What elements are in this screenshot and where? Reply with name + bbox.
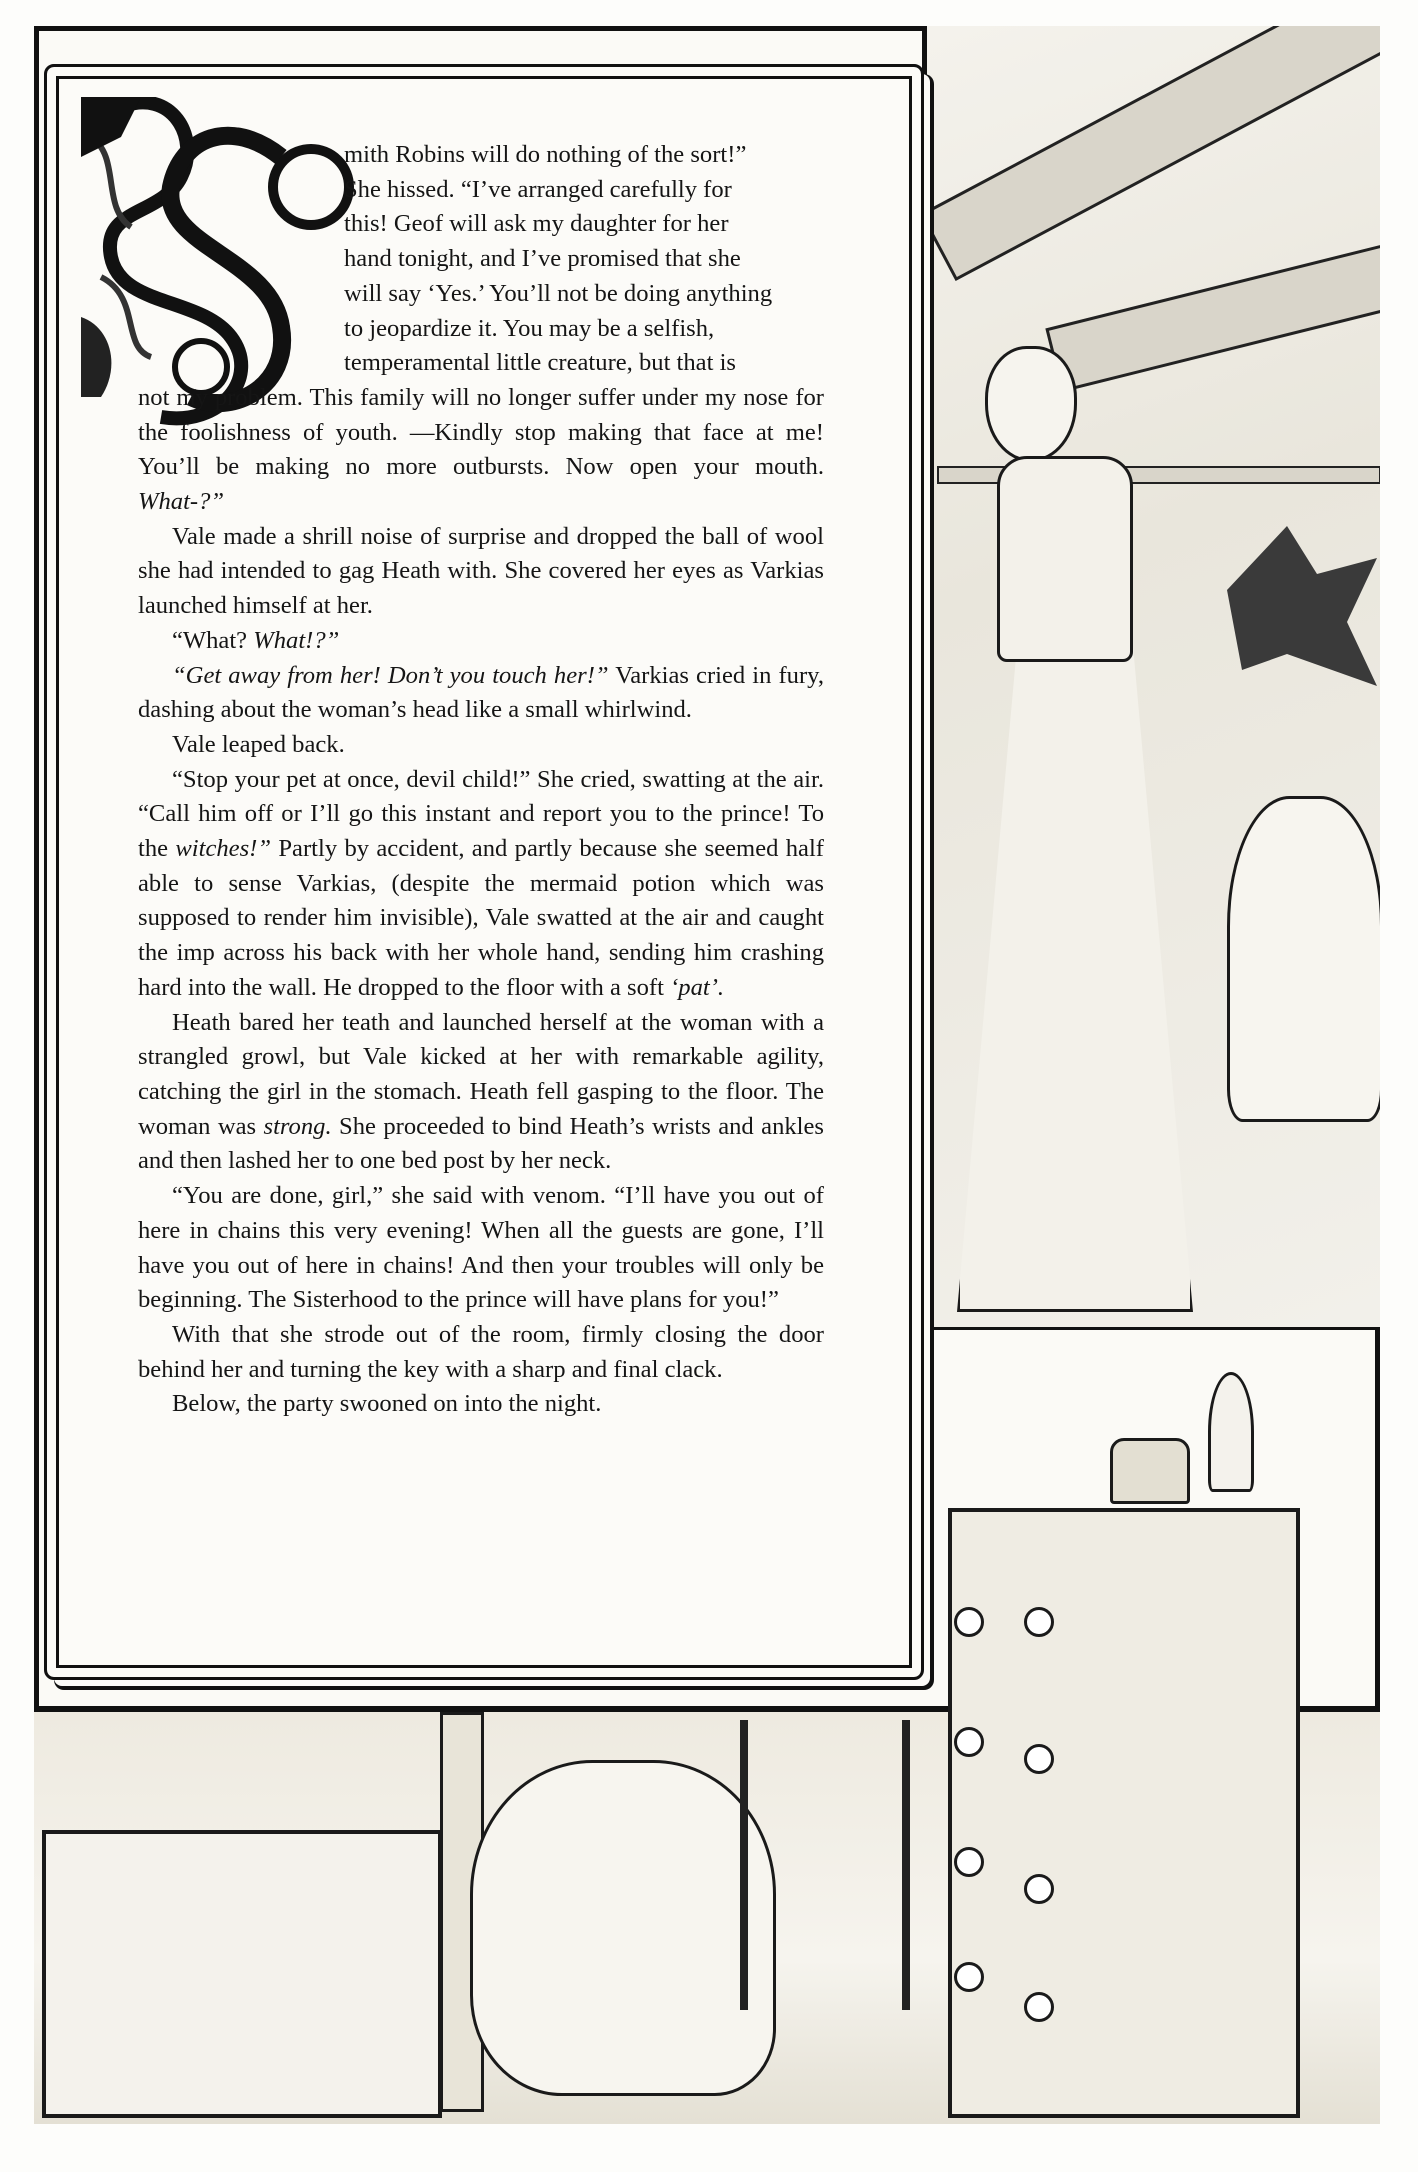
woman-head xyxy=(985,346,1077,462)
drawer-knob xyxy=(954,1847,984,1877)
rafter-beam xyxy=(922,26,1380,281)
story-text-span: She proceeded to bind Heath’s wrists and ankles and then lashed her to one bed post by her neck. xyxy=(138,1112,824,1175)
story-text xyxy=(138,138,824,1422)
story-line: this! Geof will ask my daughter for her xyxy=(344,210,729,238)
illustration-panel-woman-and-girl xyxy=(922,26,1380,1330)
drawer-knob xyxy=(954,1727,984,1757)
chair xyxy=(740,1720,910,2010)
story-paragraph xyxy=(138,763,824,1006)
story-line: mith Robins will do nothing of the sort!” xyxy=(344,141,747,168)
story-text-span: “What? xyxy=(172,626,248,654)
rafter-beam xyxy=(1045,225,1380,392)
story-paragraph: Vale leaped back. xyxy=(172,730,345,758)
story-line: She hissed. “I’ve arranged carefully for xyxy=(344,175,732,203)
story-italic-span: “Get away from her! Don’t you touch her!” xyxy=(172,661,609,689)
story-paragraph xyxy=(138,381,824,520)
drawer-knob xyxy=(954,1607,984,1637)
story-italic-span: What-?” xyxy=(138,488,225,516)
story-italic-span: ‘pat’. xyxy=(670,973,725,1001)
bound-girl-heath xyxy=(470,1760,776,2096)
story-line: to jeopardize it. You may be a selfish, xyxy=(344,314,715,342)
hand-mirror xyxy=(1208,1372,1254,1492)
story-text-span: Varkias cried in fury, dashing about the woman’s head like a small whirlwind. xyxy=(138,661,824,724)
story-paragraph xyxy=(138,1006,824,1180)
story-line: hand tonight, and I’ve promised that she xyxy=(344,245,741,273)
story-paragraph: With that she strode out of the room, firmly closing the door behind her and turning the key with a sharp and final clack. xyxy=(138,1320,824,1383)
imp-varkias xyxy=(1227,526,1377,686)
drawer-knob xyxy=(1024,1607,1054,1637)
story-paragraph: Vale made a shrill noise of surprise and dropped the ball of wool she had intended to gag Heath with. She covered her eyes as Varkias launched himself at her. xyxy=(138,522,824,620)
story-italic-span: What!?” xyxy=(253,626,340,654)
story-italic-span: strong. xyxy=(263,1112,332,1140)
drawer-knob xyxy=(1024,1874,1054,1904)
story-paragraph: “You are done, girl,” she said with venom. “I’ll have you out of here in chains this very evening! When all the guests are gone, I’ll have you out of here in chains! And then your troubles will only be beginning. The Sisterhood to the prince will have plans for you!” xyxy=(138,1182,824,1314)
drawer-knob xyxy=(954,1962,984,1992)
drawer-knob xyxy=(1024,1744,1054,1774)
story-paragraph: Below, the party swooned on into the night. xyxy=(172,1390,602,1418)
girl-heath xyxy=(1227,796,1380,1122)
bed xyxy=(42,1830,442,2118)
story-paragraph xyxy=(138,624,824,659)
woman-torso xyxy=(997,456,1133,662)
drawer-knob xyxy=(1024,1992,1054,2022)
story-text-span: Heath bared her teath and launched herself at the woman with a strangled growl, but Vale kicked at her with remarkable agility, catching the girl in the stomach. Heath fell gasping to the floor. The woman was xyxy=(138,1008,824,1140)
story-line: will say ‘Yes.’ You’ll not be doing anything xyxy=(344,279,773,307)
story-text-span: “Stop your pet at once, devil child!” She cried, swatting at the air. “Call him off or I’ll go this instant and report you to the prince! To the xyxy=(138,765,824,863)
story-italic-span: witches!” xyxy=(175,835,272,863)
story-text-span: not my problem. This family will no longer suffer under my nose for the foolishness of youth. —Kindly stop making that face at me! You’ll be making no more outbursts. Now open your mouth. xyxy=(138,383,824,481)
jewelry-box xyxy=(1110,1438,1190,1504)
story-text-span: Partly by accident, and partly because she seemed half able to sense Varkias, (despite the mermaid potion which was supposed to render him invisible), Vale swatted at the air and caught the imp across his back with her whole hand, sending him crashing hard into the wall. He dropped to the floor with a soft xyxy=(138,835,824,1001)
dresser xyxy=(948,1508,1300,2118)
story-line: temperamental little creature, but that is xyxy=(344,349,736,377)
story-paragraph xyxy=(138,659,824,728)
